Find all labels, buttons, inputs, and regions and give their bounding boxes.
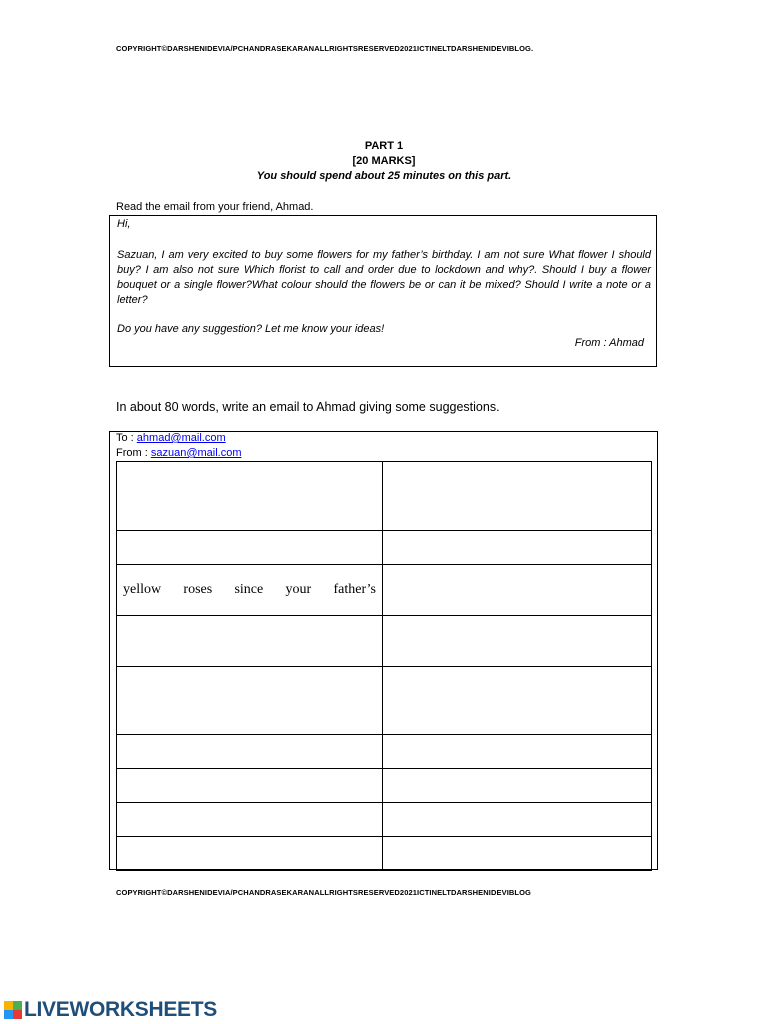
writing-instruction: In about 80 words, write an email to Ahmad giving some suggestions.	[116, 400, 500, 414]
copyright-footer: COPYRIGHT©DARSHENIDEVIA/PCHANDRASEKARANALLRIGHTSRESERVED2021ICTINELTDARSHENIDEVIBLOG	[116, 888, 531, 897]
answer-cell[interactable]	[383, 616, 652, 667]
answer-cell[interactable]	[383, 462, 652, 531]
logo-square	[4, 1010, 13, 1019]
friend-email-box	[109, 215, 657, 367]
answer-cell[interactable]	[383, 735, 652, 769]
reply-email-box	[109, 431, 658, 870]
email-greeting: Hi,	[117, 218, 131, 230]
logo-square	[13, 1010, 22, 1019]
answer-cell[interactable]	[117, 616, 383, 667]
from-label: From :	[116, 447, 151, 459]
liveworksheets-logo	[4, 998, 217, 1022]
answer-cell[interactable]	[383, 769, 652, 803]
to-label: To :	[116, 432, 137, 444]
answer-cell[interactable]	[383, 803, 652, 837]
email-question: Do you have any suggestion? Let me know your ideas!	[117, 323, 385, 335]
answer-text: yellow roses since your father’s	[123, 582, 376, 597]
answer-cell[interactable]	[117, 565, 383, 616]
logo-square	[13, 1001, 22, 1010]
answer-cell[interactable]	[117, 462, 383, 531]
answer-cell[interactable]	[117, 735, 383, 769]
logo-grid-icon	[4, 1001, 22, 1019]
from-line	[116, 447, 242, 459]
answer-cell[interactable]	[383, 565, 652, 616]
answer-cell[interactable]	[117, 769, 383, 803]
time-instruction: You should spend about 25 minutes on this part.	[256, 170, 512, 182]
from-email-link[interactable]: sazuan@mail.com	[150, 447, 242, 459]
answer-cell[interactable]	[117, 837, 383, 871]
answer-cell[interactable]	[383, 667, 652, 735]
email-signoff: From : Ahmad	[574, 337, 644, 349]
answer-cell[interactable]	[117, 803, 383, 837]
answer-grid	[116, 461, 652, 871]
to-email-link[interactable]: ahmad@mail.com	[136, 432, 226, 444]
marks-label: [20 MARKS]	[352, 155, 416, 167]
logo-square	[4, 1001, 13, 1010]
part-title: PART 1	[364, 140, 404, 152]
answer-cell[interactable]	[117, 531, 383, 565]
copyright-header: COPYRIGHT©DARSHENIDEVIA/PCHANDRASEKARANALLRIGHTSRESERVED2021ICTINELTDARSHENIDEVIBLOG.	[116, 44, 534, 53]
answer-cell[interactable]	[383, 837, 652, 871]
answer-cell[interactable]	[383, 531, 652, 565]
to-line	[116, 432, 226, 444]
logo-text: LIVEWORKSHEETS	[24, 998, 217, 1021]
answer-cell[interactable]	[117, 667, 383, 735]
email-body: Sazuan, I am very excited to buy some flowers for my father’s birthday. I am not sure What flower I should buy? I am also not sure Which florist to call and order due to lockdown and why?. Should I buy a flower bouquet or a single flower?What colour should the flowers be or can it be mixed? Should I write a note or a letter?	[117, 249, 651, 306]
read-instruction: Read the email from your friend, Ahmad.	[116, 201, 314, 213]
